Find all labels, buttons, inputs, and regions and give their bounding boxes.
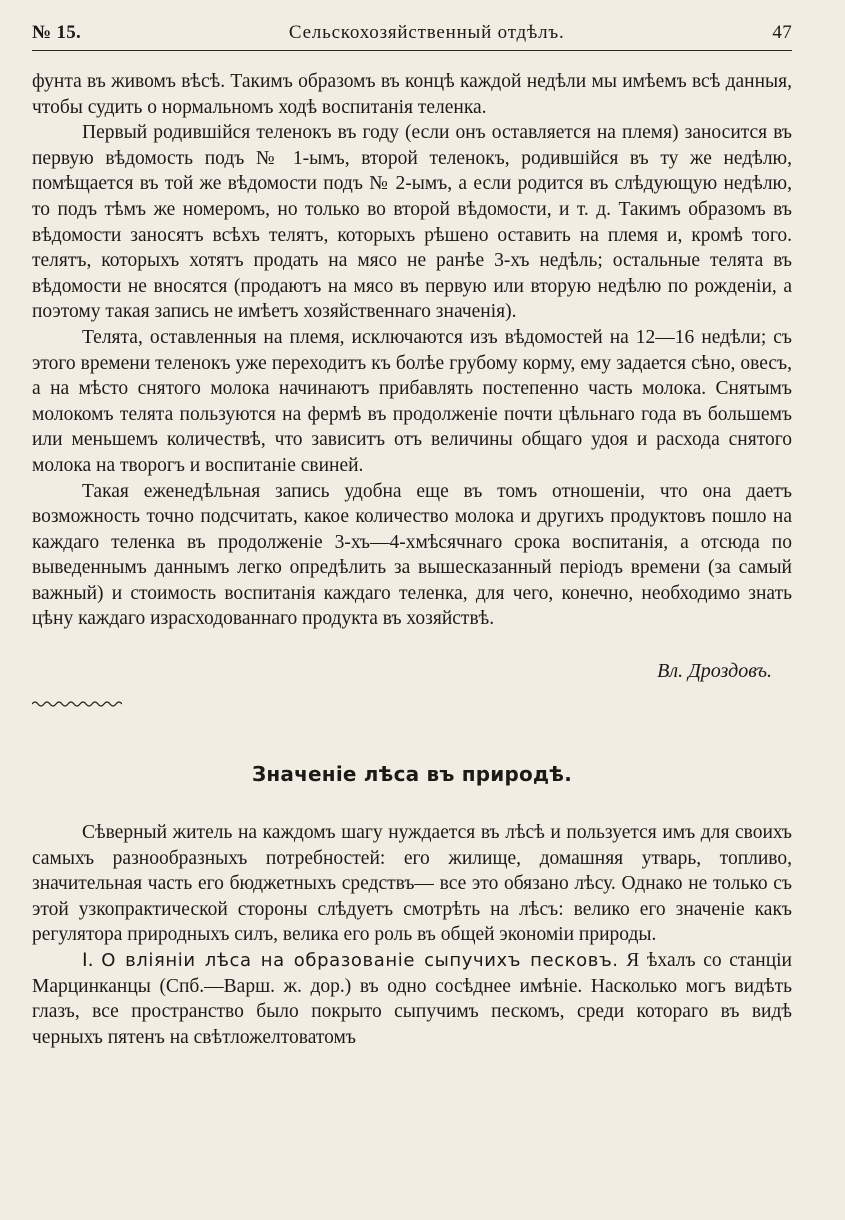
- paragraph: Сѣверный житель на каждомъ шагу нуждается въ лѣсѣ и пользуется имъ для своихъ самыхъ разнообразныхъ потребностей: его жилище, домашняя утварь, топливо, значительная часть его бюджетныхъ средствъ— все это обязано лѣсу. Однако не только съ этой узкопрактической стороны слѣдуетъ смотрѣть на лѣсъ: велико его значеніе какъ регулятора природныхъ силъ, велика его роль въ общей экономіи природы.: [32, 822, 792, 946]
- paragraph: Первый родившійся теленокъ въ году (если онъ оставляется на племя) заносится въ первую вѣдомость подъ № 1-ымъ, второй теленокъ, родившійся въ ту же недѣлю, помѣщается въ той же вѣдомости подъ № 2-ымъ, а если родится въ слѣдующую недѣлю, то подъ тѣмъ же номеромъ, но только во второй вѣдомости, и т. д. Такимъ образомъ въ вѣдомости заносятъ всѣхъ телятъ, которыхъ рѣшено оставить на племя и, кромѣ того. телятъ, которыхъ хотятъ продать на мясо не ранѣе 3-хъ недѣль; остальные телята въ вѣдомости не вносятся (продаютъ на мясо въ первую или вторую недѣлю по рожденіи, а поэтому такая запись не имѣетъ хозяйственнаго значенія).: [32, 122, 792, 323]
- article-body: [32, 69, 792, 632]
- ornamental-divider: [32, 699, 122, 709]
- author-signature: Вл. Дроздовъ.: [657, 660, 772, 683]
- page-number: 47: [772, 22, 792, 43]
- document-page: [32, 22, 792, 1050]
- paragraph: Телята, оставленныя на племя, исключаются изъ вѣдомостей на 12—16 недѣли; съ этого времени теленокъ уже переходитъ къ болѣе грубому корму, ему задается сѣно, овесъ, а на мѣсто снятого молока начинаютъ прибавлять постепенно часть молока. Снятымъ молокомъ телята пользуются на фермѣ въ продолженіе почти цѣльнаго года въ большемъ или меньшемъ количествѣ, что зависитъ отъ величины общаго удоя и расхода снятого молока на творогъ и воспитаніе свиней.: [32, 326, 792, 476]
- paragraph: Такая еженедѣльная запись удобна еще въ томъ отношеніи, что она даетъ возможность точно подсчитать, какое количество молока и другихъ продуктовъ пошло на каждаго теленка въ продолженіе 3-хъ—4-хмѣсячнаго срока воспитанія, а отсюда по выведеннымъ даннымъ легко опредѣлить за вышесказанный періодъ времени (за самый важный) и стоимость воспитанія каждаго теленка, для чего, конечно, необходимо знать цѣну каждаго израсходованнаго продукта въ хозяйствѣ.: [32, 480, 792, 630]
- paragraph-numeral: I.: [82, 949, 94, 972]
- paragraph-text: Я ѣхалъ со станціи Марцинканцы (Спб.—Варш. ж. дор.) въ одно сосѣднее имѣніе. Насколько могъ видѣть глазъ, все пространство было покрыто сыпучимъ пескомъ, среди котораго въ видѣ черныхъ пятенъ на свѣтложелтоватомъ: [32, 950, 792, 1048]
- section-header-title: Сельскохозяйственный отдѣлъ.: [288, 22, 565, 43]
- paragraph-numbered: [32, 948, 792, 1050]
- subsection-heading: О вліяніи лѣса на образованіе сыпучихъ песковъ.: [101, 950, 619, 972]
- issue-number: № 15.: [32, 22, 82, 43]
- section-title: Значеніе лѣса въ природѣ.: [251, 762, 573, 787]
- page-header: [32, 22, 792, 51]
- section-body: [32, 820, 792, 1050]
- paragraph: фунта въ живомъ вѣсѣ. Такимъ образомъ въ концѣ каждой недѣли мы имѣемъ всѣ данныя, чтобы судить о нормальномъ ходѣ воспитанія теленка.: [32, 71, 792, 118]
